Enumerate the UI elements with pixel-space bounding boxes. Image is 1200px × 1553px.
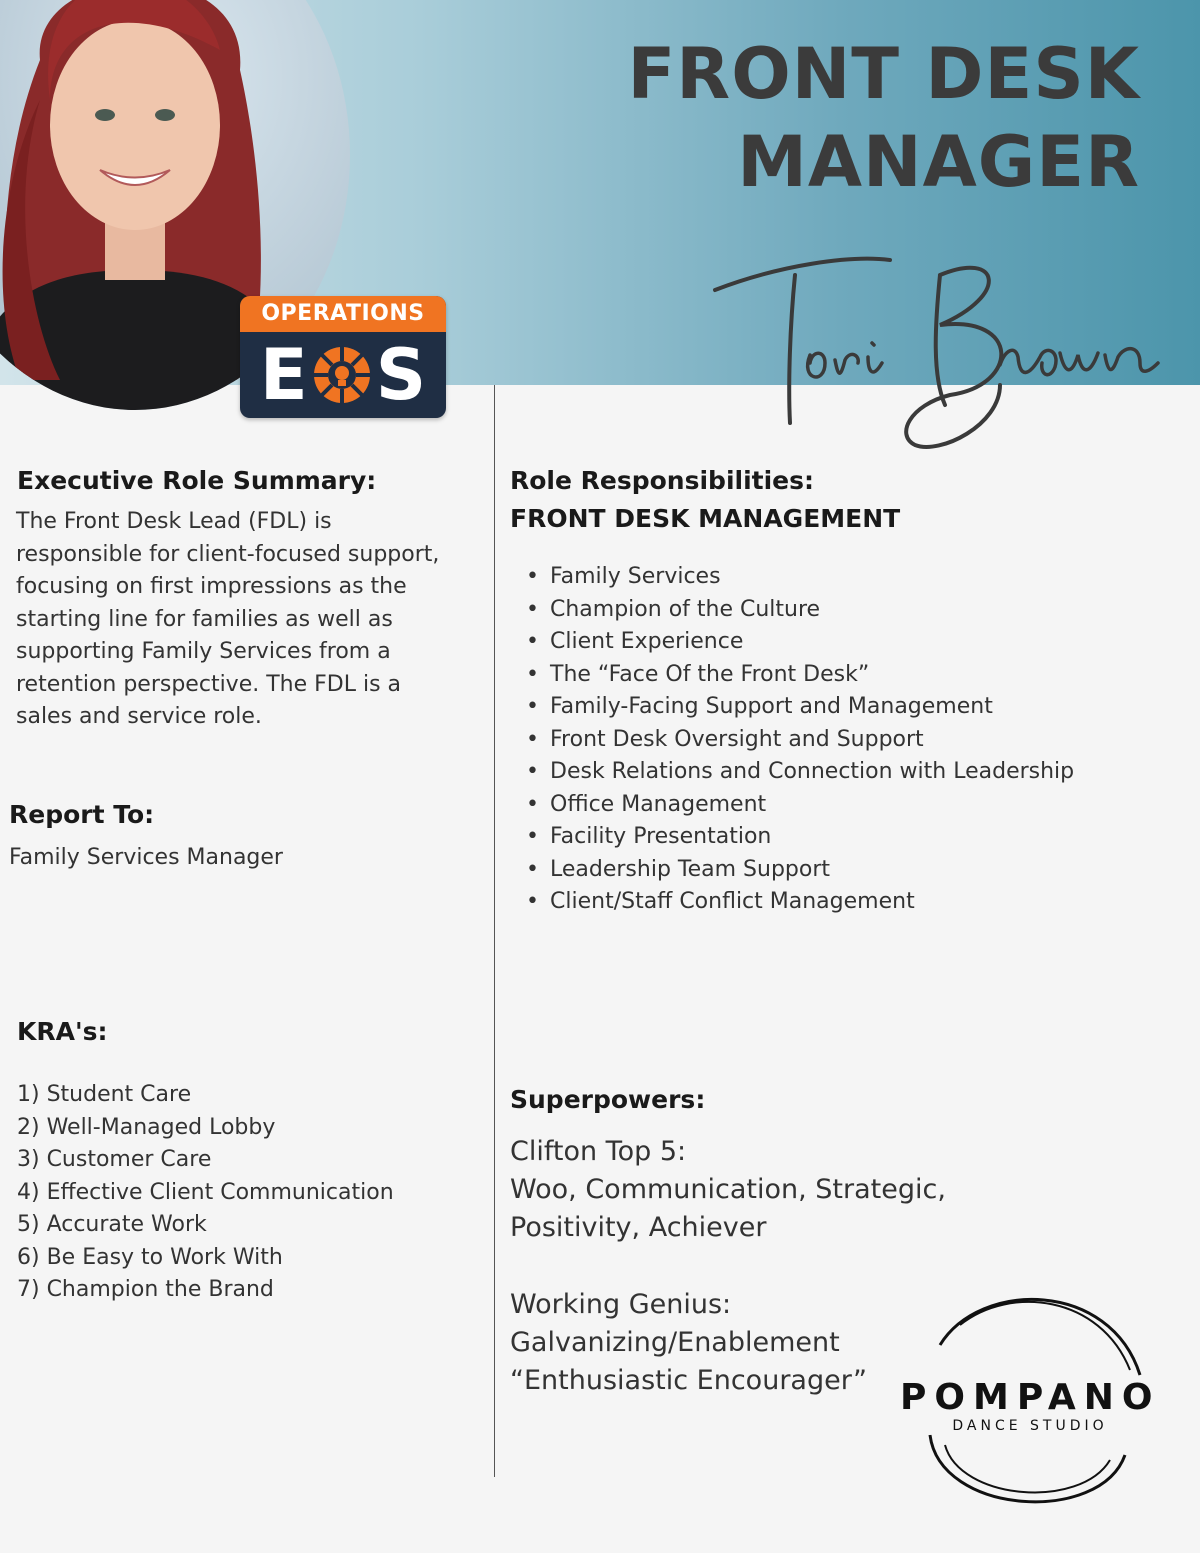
kra-item: 3) Customer Care <box>17 1147 212 1172</box>
responsibility-item: • Client/Staff Conflict Management <box>510 886 1190 919</box>
responsibility-item: • Champion of the Culture <box>510 594 1190 627</box>
executive-summary-text <box>16 506 486 734</box>
kra-item: 4) Effective Client Communication <box>17 1179 394 1205</box>
responsibility-item: • Office Management <box>510 789 1190 822</box>
summary-line: starting line for families as well as <box>16 606 393 632</box>
column-divider <box>494 385 495 1477</box>
kra-item: 1) Student Care <box>17 1082 192 1107</box>
logo-subtitle: DANCE STUDIO <box>952 1418 1108 1434</box>
summary-line: responsible for client-focused support, <box>16 541 440 567</box>
kras-list <box>17 1079 394 1307</box>
responsibility-item: • Facility Presentation <box>510 821 1190 854</box>
responsibility-item: • Desk Relations and Connection with Leadership <box>510 756 1190 789</box>
summary-line: sales and service role. <box>16 704 262 729</box>
responsibility-item: • Family-Facing Support and Management <box>510 691 1190 724</box>
badge-letters <box>240 332 446 418</box>
kra-item: 7) Champion the Brand <box>17 1277 274 1302</box>
operations-eos-badge <box>240 296 446 418</box>
clifton-label: Clifton Top 5: <box>510 1136 687 1167</box>
title-line-1: FRONT DESK <box>627 33 1140 115</box>
page-title <box>627 30 1140 206</box>
responsibility-item: • The “Face Of the Front Desk” <box>510 659 1190 692</box>
superpowers-working-genius <box>510 1286 867 1400</box>
summary-line: retention perspective. The FDL is a <box>16 671 402 697</box>
badge-letter-e: E <box>259 334 308 416</box>
report-to-value: Family Services Manager <box>9 845 283 870</box>
clifton-line: Woo, Communication, Strategic, <box>510 1174 946 1205</box>
kra-item: 6) Be Easy to Work With <box>17 1244 283 1270</box>
kras-heading: KRA's: <box>17 1017 108 1046</box>
executive-summary-heading: Executive Role Summary: <box>17 466 377 495</box>
working-genius-label: Working Genius: <box>510 1289 732 1320</box>
summary-line: focusing on first impressions as the <box>16 574 407 599</box>
responsibilities-heading: Role Responsibilities: <box>510 466 815 495</box>
responsibilities-list <box>510 561 1190 919</box>
responsibility-item: • Leadership Team Support <box>510 854 1190 887</box>
clifton-line: Positivity, Achiever <box>510 1212 767 1243</box>
responsibility-item: • Client Experience <box>510 626 1190 659</box>
responsibility-item: • Front Desk Oversight and Support <box>510 724 1190 757</box>
summary-line: supporting Family Services from a <box>16 639 391 664</box>
working-genius-line: Galvanizing/Enablement <box>510 1327 840 1358</box>
kra-item: 2) Well-Managed Lobby <box>17 1114 276 1140</box>
logo-wordmark: POMPANO <box>900 1377 1161 1418</box>
superpowers-heading: Superpowers: <box>510 1085 706 1114</box>
pompano-logo <box>900 1285 1160 1515</box>
summary-line: The Front Desk Lead (FDL) is <box>16 509 332 534</box>
superpowers-clifton <box>510 1133 946 1247</box>
title-line-2: MANAGER <box>737 121 1140 203</box>
responsibilities-subheading: FRONT DESK MANAGEMENT <box>510 504 901 533</box>
working-genius-line: “Enthusiastic Encourager” <box>510 1365 867 1396</box>
kra-item: 5) Accurate Work <box>17 1212 207 1237</box>
responsibility-item: • Family Services <box>510 561 1190 594</box>
lightbulb-gear-icon <box>310 343 374 407</box>
badge-top-label: OPERATIONS <box>240 296 446 332</box>
report-to-heading: Report To: <box>9 800 155 829</box>
signature-tori-brown <box>700 245 1170 460</box>
badge-letter-s: S <box>375 334 427 416</box>
